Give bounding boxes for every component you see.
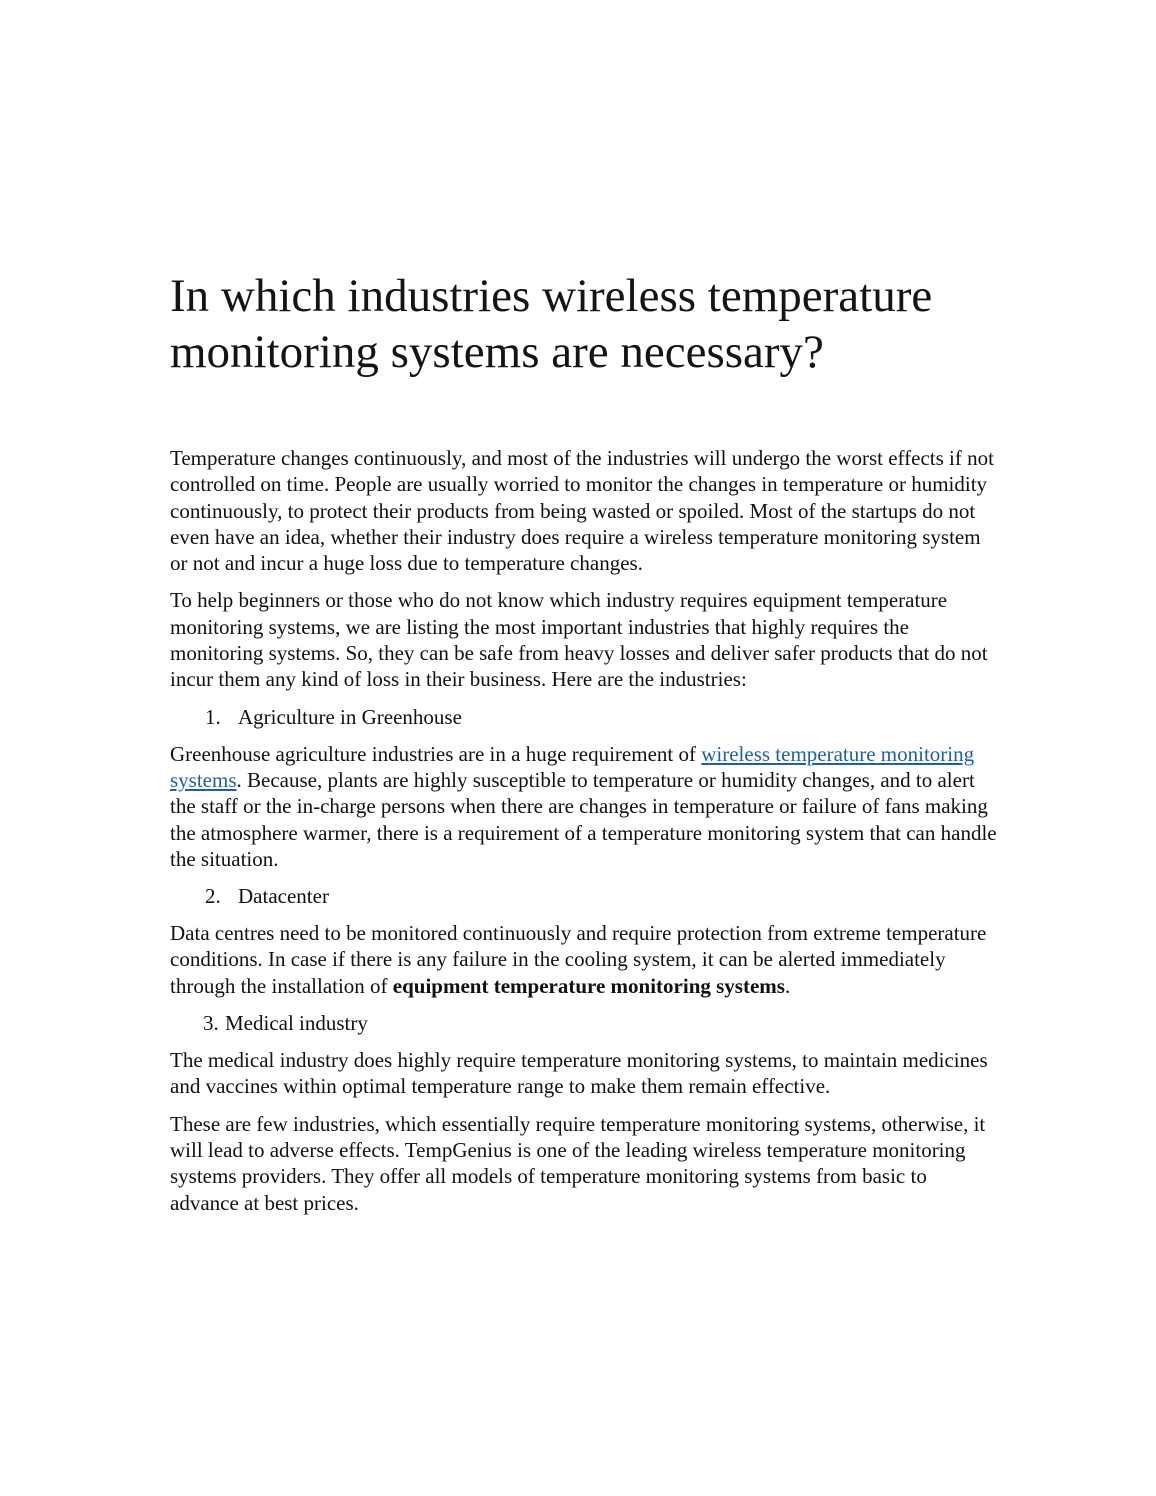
list-item-agriculture xyxy=(170,704,1000,730)
list-item-datacenter xyxy=(170,883,1000,909)
wireless-temperature-monitoring-link[interactable]: wireless temperature monitoring systems xyxy=(170,741,975,792)
list-heading: Datacenter xyxy=(238,884,329,909)
intro-paragraph-2: To help beginners or those who do not know which industry requires equipment temperature monitoring systems, we are listing the most important industries that highly requires the monitoring systems. So, they can be safe from heavy losses and deliver safer products that do not incur them any kind of loss in their business. Here are the industries: xyxy=(170,588,988,692)
list-heading: Medical industry xyxy=(225,1011,368,1036)
document-body xyxy=(170,445,1000,1216)
intro-paragraph-1: Temperature changes continuously, and most of the industries will undergo the worst effects if not controlled on time. People are usually worried to monitor the changes in temperature or humidity continuously, to protect their products from being wasted or spoiled. Most of the startups do not even have an idea, whether their industry does require a wireless temperature monitoring system or not and incur a huge loss due to temperature changes. xyxy=(170,446,994,576)
agriculture-text-start: Greenhouse agriculture industries are in a huge requirement of xyxy=(170,741,702,766)
list-number: 1. xyxy=(205,704,221,729)
conclusion-paragraph: These are few industries, which essentially require temperature monitoring systems, otherwise, it will lead to adverse effects. TempGenius is one of the leading wireless temperature monitoring systems providers. They offer all models of temperature monitoring systems from basic to advance at best prices. xyxy=(170,1111,986,1215)
list-heading: Agriculture in Greenhouse xyxy=(238,704,462,729)
agriculture-paragraph xyxy=(170,741,1000,872)
document-page xyxy=(170,268,1000,1227)
datacenter-bold-text: equipment temperature monitoring systems xyxy=(392,973,785,998)
list-item-medical xyxy=(170,1010,1000,1036)
list-number: 3. xyxy=(203,1011,219,1036)
medical-paragraph: The medical industry does highly require temperature monitoring systems, to maintain medicines and vaccines within optimal temperature range to make them remain effective. xyxy=(170,1048,988,1099)
list-number: 2. xyxy=(205,884,221,909)
page-title: In which industries wireless temperature monitoring systems are necessary? xyxy=(170,270,933,378)
datacenter-text-end: . xyxy=(784,973,791,998)
datacenter-paragraph xyxy=(170,920,1000,999)
datacenter-text-start: Data centres need to be monitored continuously and require protection from extreme temperature conditions. In case if there is any failure in the cooling system, it can be alerted immediately through the installation of xyxy=(170,921,987,998)
agriculture-text-end: . Because, plants are highly susceptible to temperature or humidity changes, and to alert the staff or the in-charge persons when there are changes in temperature or failure of fans making the atmosphere warmer, there is a requirement of a temperature monitoring system that can handle the situation. xyxy=(170,767,997,871)
